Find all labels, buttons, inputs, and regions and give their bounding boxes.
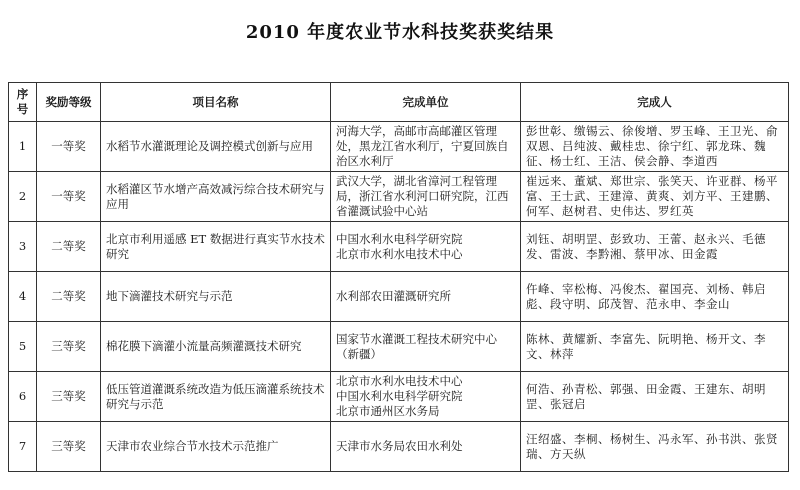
cell-people: 刘钰、胡明罡、彭致功、王蕾、赵永兴、毛德发、雷波、李黔湘、蔡甲冰、田金霞 [521, 222, 789, 272]
table-row [9, 272, 789, 322]
cell-level: 一等奖 [37, 172, 101, 222]
cell-level: 三等奖 [37, 372, 101, 422]
cell-project-name: 低压管道灌溉系统改造为低压滴灌系统技术研究与示范 [101, 372, 331, 422]
cell-unit: 中国水利水电科学研究院 北京市水利水电技术中心 [331, 222, 521, 272]
cell-level: 三等奖 [37, 422, 101, 472]
header-people: 完成人 [521, 83, 789, 122]
results-table [8, 82, 789, 472]
table-row [9, 222, 789, 272]
cell-index: 6 [9, 372, 37, 422]
header-index: 序号 [9, 83, 37, 122]
cell-people: 彭世彰、缴锡云、徐俊增、罗玉峰、王卫光、俞双恩、吕纯波、戴桂忠、徐宁红、郭龙珠、魏征、杨士红、王洁、侯会静、李道西 [521, 122, 789, 172]
cell-project-name: 天津市农业综合节水技术示范推广 [101, 422, 331, 472]
cell-level: 二等奖 [37, 272, 101, 322]
cell-unit: 武汉大学，湖北省漳河工程管理局，浙江省水利河口研究院，江西省灌溉试验中心站 [331, 172, 521, 222]
header-project-name: 项目名称 [101, 83, 331, 122]
table-row [9, 422, 789, 472]
cell-unit: 河海大学，高邮市高邮灌区管理处，黑龙江省水利厅，宁夏回族自治区水利厅 [331, 122, 521, 172]
cell-index: 1 [9, 122, 37, 172]
header-unit: 完成单位 [331, 83, 521, 122]
cell-level: 一等奖 [37, 122, 101, 172]
table-row [9, 172, 789, 222]
cell-index: 4 [9, 272, 37, 322]
cell-unit: 天津市水务局农田水利处 [331, 422, 521, 472]
cell-project-name: 水稻节水灌溉理论及调控模式创新与应用 [101, 122, 331, 172]
cell-people: 汪绍盛、李桐、杨树生、冯永军、孙书洪、张贤瑞、方天纵 [521, 422, 789, 472]
cell-people: 何浩、孙青松、郭强、田金霞、王建东、胡明罡、张冠启 [521, 372, 789, 422]
cell-unit: 国家节水灌溉工程技术研究中心（新疆） [331, 322, 521, 372]
cell-unit: 北京市水利水电技术中心 中国水利水电科学研究院 北京市通州区水务局 [331, 372, 521, 422]
cell-index: 5 [9, 322, 37, 372]
page-title: 2010 年度农业节水科技奖获奖结果 [245, 22, 555, 43]
cell-unit: 水利部农田灌溉研究所 [331, 272, 521, 322]
cell-index: 3 [9, 222, 37, 272]
header-level: 奖励等级 [37, 83, 101, 122]
cell-level: 三等奖 [37, 322, 101, 372]
cell-level: 二等奖 [37, 222, 101, 272]
cell-project-name: 北京市利用遥感 ET 数据进行真实节水技术研究 [101, 222, 331, 272]
cell-index: 2 [9, 172, 37, 222]
cell-project-name: 棉花膜下滴灌小流量高频灌溉技术研究 [101, 322, 331, 372]
cell-people: 崔远来、董斌、郑世宗、张笑天、许亚群、杨平富、王士武、王建漳、黄爽、刘方平、王建鹏、何军、赵树君、史伟达、罗红英 [521, 172, 789, 222]
cell-project-name: 地下滴灌技术研究与示范 [101, 272, 331, 322]
cell-project-name: 水稻灌区节水增产高效减污综合技术研究与应用 [101, 172, 331, 222]
table-row [9, 122, 789, 172]
cell-index: 7 [9, 422, 37, 472]
table-header-row [9, 83, 789, 122]
table-row [9, 372, 789, 422]
cell-people: 陈林、黄耀新、李富先、阮明艳、杨开文、李文、林萍 [521, 322, 789, 372]
cell-people: 仵峰、宰松梅、冯俊杰、翟国亮、刘杨、韩启彪、段守明、邱茂智、范永申、李金山 [521, 272, 789, 322]
table-row [9, 322, 789, 372]
